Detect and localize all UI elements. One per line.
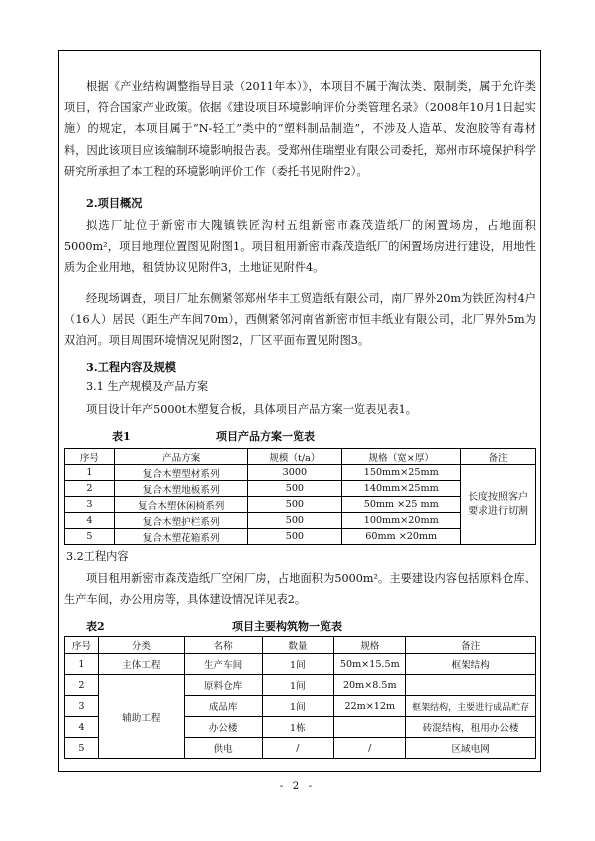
table-cell: / <box>262 738 334 759</box>
table1-remark-cell <box>461 465 536 545</box>
table-cell: 框架结构 <box>406 654 536 675</box>
table1-header-cell: 产品方案 <box>114 449 248 465</box>
table2-header-cell: 备注 <box>406 637 536 654</box>
table2-header-cell: 数量 <box>262 637 334 654</box>
table-cell: 复合木塑花箱系列 <box>114 529 248 545</box>
table-cell: 5 <box>65 738 99 759</box>
table-cell: 50mm ×25 mm <box>342 497 461 513</box>
table-cell: 成品库 <box>184 696 262 717</box>
table-cell: 砖混结构，租用办公楼 <box>406 717 536 738</box>
table-cell: 生产车间 <box>184 654 262 675</box>
table-cell: 22m×12m <box>334 696 406 717</box>
table-cell: 1 <box>65 654 99 675</box>
table-cell: 1 <box>65 465 115 481</box>
table2-category-main: 主体工程 <box>98 654 184 675</box>
table-row <box>65 654 536 675</box>
subheading-production-scale: 3.1 生产规模及产品方案 <box>86 380 209 393</box>
table-cell: 2 <box>65 675 99 696</box>
table1-label: 表1 <box>112 430 131 443</box>
table-cell: 复合木塑型材系列 <box>114 465 248 481</box>
table-cell: 1栋 <box>262 717 334 738</box>
table-cell: 原料仓库 <box>184 675 262 696</box>
table-cell: 办公楼 <box>184 717 262 738</box>
table1-title: 项目产品方案一览表 <box>216 430 315 443</box>
table-cell: 区域电网 <box>406 738 536 759</box>
table-main-structures <box>64 636 536 759</box>
table-cell: 500 <box>248 497 342 513</box>
table2-header-cell: 分类 <box>98 637 184 654</box>
table-cell: 复合木塑休闲椅系列 <box>114 497 248 513</box>
table-cell: 4 <box>65 717 99 738</box>
table-cell: 500 <box>248 481 342 497</box>
table-cell: 5 <box>65 529 115 545</box>
table-cell: 50m×15.5m <box>334 654 406 675</box>
table-cell: 3 <box>65 696 99 717</box>
table1-header-cell: 备注 <box>461 449 536 465</box>
table-cell: 复合木塑地板系列 <box>114 481 248 497</box>
heading-project-overview: 2.项目概况 <box>86 196 143 210</box>
heading-engineering-scale: 3.工程内容及规模 <box>86 360 176 374</box>
table-cell: 60mm ×20mm <box>342 529 461 545</box>
paragraph-site: 拟选厂址位于新密市大隗镇铁匠沟村五组新密市森茂造纸厂的闲置场房，占地面积5000m²，项目地理位置图见附图1。项目租用新密市森茂造纸厂的闲置场房进行建设，用地性质为企业用地，租赁协议见附件3，土地证见附件4。 <box>64 219 536 275</box>
table-cell: 3 <box>65 497 115 513</box>
table2-header-cell: 名称 <box>184 637 262 654</box>
table-cell: 100mm×20mm <box>342 513 461 529</box>
table-cell: 20m×8.5m <box>334 675 406 696</box>
table-row <box>65 465 536 481</box>
table-cell: 4 <box>65 513 115 529</box>
table-cell: 1间 <box>262 654 334 675</box>
table1-header-cell: 规格（宽×厚） <box>342 449 461 465</box>
paragraph-construction: 项目租用新密市森茂造纸厂空闲厂房，占地面积为5000m²。主要建设内容包括原料仓库、生产车间，办公用房等，具体建设情况详见表2。 <box>64 572 536 607</box>
table1-header-cell: 规模（t/a） <box>248 449 342 465</box>
table-row <box>65 675 536 696</box>
table2-title: 项目主要构筑物一览表 <box>232 620 342 633</box>
page-number: - 2 - <box>279 780 316 792</box>
table-cell: / <box>334 738 406 759</box>
table-cell: 供电 <box>184 738 262 759</box>
table-cell: 150mm×25mm <box>342 465 461 481</box>
table-cell: 1间 <box>262 696 334 717</box>
table-cell: 140mm×25mm <box>342 481 461 497</box>
table-cell: 框架结构，主要进行成品贮存 <box>406 696 536 717</box>
table1-header-cell: 序号 <box>65 449 115 465</box>
table1-header-row <box>65 449 536 465</box>
subheading-engineering-content: 3.2工程内容 <box>66 550 129 563</box>
table-cell <box>334 717 406 738</box>
table-cell: 3000 <box>248 465 342 481</box>
table2-header-cell: 序号 <box>65 637 99 654</box>
table2-category-auxiliary: 辅助工程 <box>98 675 184 759</box>
table-cell: 500 <box>248 513 342 529</box>
table2-header-row <box>65 637 536 654</box>
table2-label: 表2 <box>86 620 105 633</box>
table-cell: 1间 <box>262 675 334 696</box>
table1-remark: 长度按照客户要求进行切割 <box>468 491 529 517</box>
table-cell: 500 <box>248 529 342 545</box>
table-cell: 复合木塑护栏系列 <box>114 513 248 529</box>
table-cell: 2 <box>65 481 115 497</box>
table-cell <box>406 675 536 696</box>
paragraph-surroundings: 经现场调查，项目厂址东侧紧邻郑州华丰工贸造纸有限公司，南厂界外20m为铁匠沟村4户（16人）居民（距生产车间70m），西侧紧邻河南省新密市恒丰纸业有限公司，北厂界外5m为双洎河。项目周围环境情况见附图2，厂区平面布置见附图3。 <box>64 292 536 348</box>
table-product-plan <box>64 448 536 545</box>
paragraph-annual-output: 项目设计年产5000t木塑复合板，具体项目产品方案一览表见表1。 <box>86 403 417 416</box>
table2-header-cell: 规格 <box>334 637 406 654</box>
paragraph-policy: 根据《产业结构调整指导目录（2011年本）》，本项目不属于淘汰类、限制类，属于允许类项目，符合国家产业政策。依据《建设项目环境影响评价分类管理名录》（2008年10月1日起实施）的规定，本项目属于“N-轻工”类中的“塑料制品制造”，不涉及人造革、发泡胶等有毒材料，因此该项目应该编制环境影响报告表。受郑州佳瑞塑业有限公司委托，郑州市环境保护科学研究所承担了本工程的环境影响评价工作（委托书见附件2）。 <box>64 80 536 178</box>
